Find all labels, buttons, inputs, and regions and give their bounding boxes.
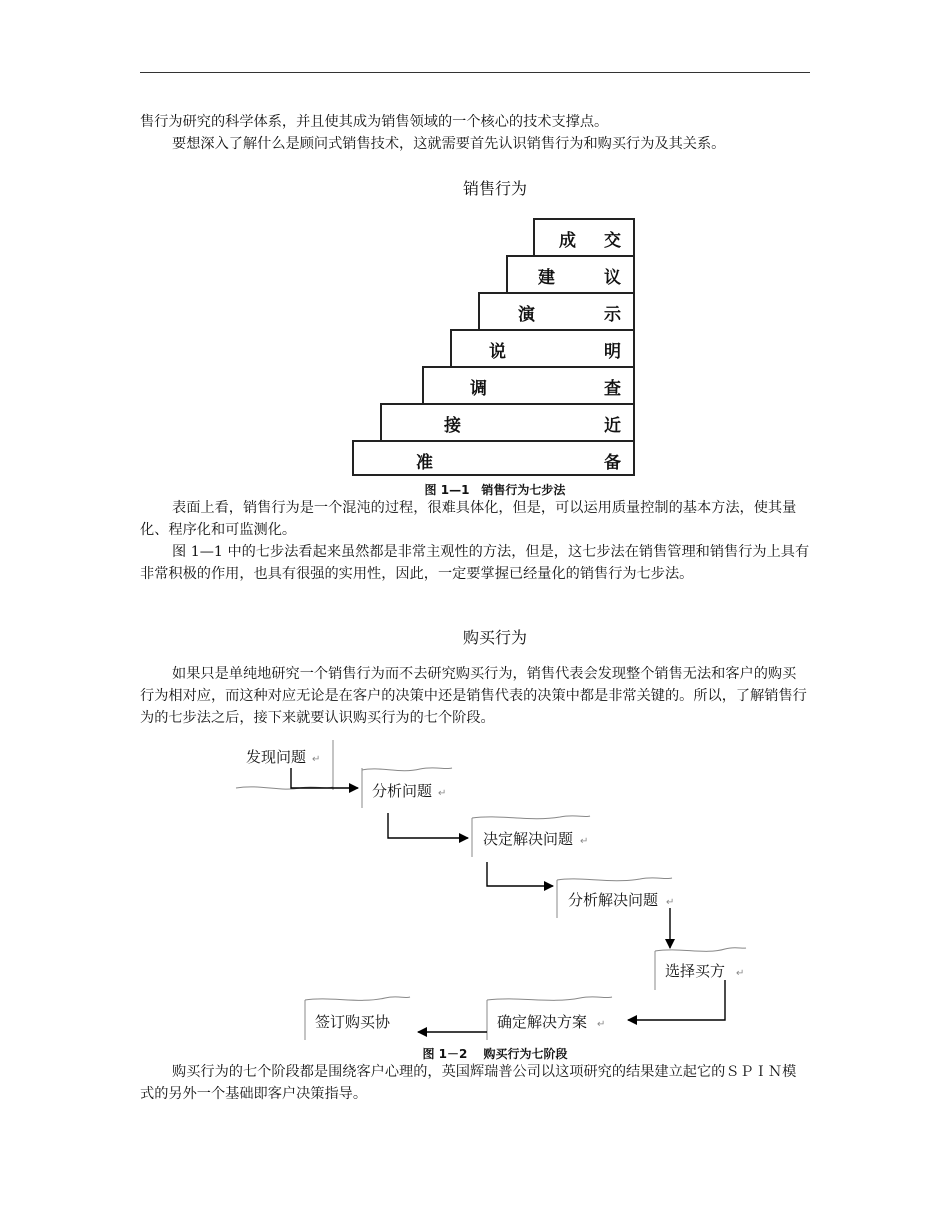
- paragraph-3: 表面上看，销售行为是一个混沌的过程，很难具体化，但是，可以运用质量控制的基本方法，使其量化、程序化和可监测化。: [140, 500, 797, 538]
- return-mark-icon: ↵: [312, 754, 321, 765]
- return-mark-icon: ↵: [438, 788, 447, 799]
- step-label-right: 明: [604, 342, 621, 362]
- stage-6-label: 确定解决方案: [497, 1013, 588, 1031]
- step-label-left: 说: [489, 342, 506, 362]
- figure-1-caption: 图 1—1 销售行为七步法: [424, 483, 566, 497]
- paragraph-5: 如果只是单纯地研究一个销售行为而不去研究购买行为，销售代表会发现整个销售无法和客户的购买行为相对应，而这种对应无论是在客户的决策中还是销售代表的决策中都是非常关键的。所以，了解销售行为的七步法之后，接下来就要认识购买行为的七个阶段。: [140, 666, 807, 726]
- step-label-left: 调: [470, 379, 487, 399]
- step-label-left: 成: [559, 231, 576, 251]
- stage-1-label: 发现问题: [246, 748, 307, 766]
- stage-4-label: 分析解决问题: [568, 891, 659, 909]
- step-label-right: 近: [604, 416, 621, 436]
- step-label-right: 交: [604, 231, 621, 251]
- step-label-left: 接: [444, 416, 461, 436]
- arrow-1-2: [291, 768, 358, 788]
- step-label-left: 演: [518, 305, 535, 325]
- stage-3-label: 决定解决问题: [483, 830, 574, 848]
- step-label-right: 查: [604, 379, 621, 399]
- stage-7-label: 签订购买协: [315, 1013, 391, 1031]
- return-mark-icon: ↵: [666, 897, 675, 908]
- return-mark-icon: ↵: [580, 836, 589, 847]
- paragraph-2: 要想深入了解什么是顾问式销售技术，这就需要首先认识销售行为和购买行为及其关系。: [172, 136, 726, 152]
- stage-5-label: 选择买方: [665, 962, 726, 980]
- stage-2-label: 分析问题: [372, 782, 433, 800]
- arrow-3-4: [487, 862, 553, 886]
- step-label-left: 准: [416, 453, 433, 473]
- figure-2-caption: 图 1－2 购买行为七阶段: [422, 1047, 568, 1061]
- paragraph-6: 购买行为的七个阶段都是围绕客户心理的，英国辉瑞普公司以这项研究的结果建立起它的ＳＰＩＮ模式的另外一个基础即客户决策指导。: [140, 1064, 797, 1102]
- heading-sales-behavior: 销售行为: [462, 179, 527, 198]
- step-label-left: 建: [538, 268, 555, 288]
- arrow-2-3: [388, 813, 468, 838]
- paragraph-1: 售行为研究的科学体系，并且使其成为销售领域的一个核心的技术支撑点。: [140, 114, 609, 130]
- return-mark-icon: ↵: [736, 968, 745, 979]
- step-label-right: 备: [604, 453, 621, 473]
- step-label-right: 议: [604, 268, 621, 288]
- return-mark-icon: ↵: [597, 1019, 606, 1030]
- step-label-right: 示: [604, 305, 621, 325]
- paragraph-4: 图 1—1 中的七步法看起来虽然都是非常主观性的方法，但是，这七步法在销售管理和销售行为上具有非常积极的作用，也具有很强的实用性，因此，一定要掌握已经量化的销售行为七步法。: [140, 544, 810, 582]
- heading-buying-behavior: 购买行为: [462, 628, 527, 647]
- arrow-5-6: [628, 980, 725, 1020]
